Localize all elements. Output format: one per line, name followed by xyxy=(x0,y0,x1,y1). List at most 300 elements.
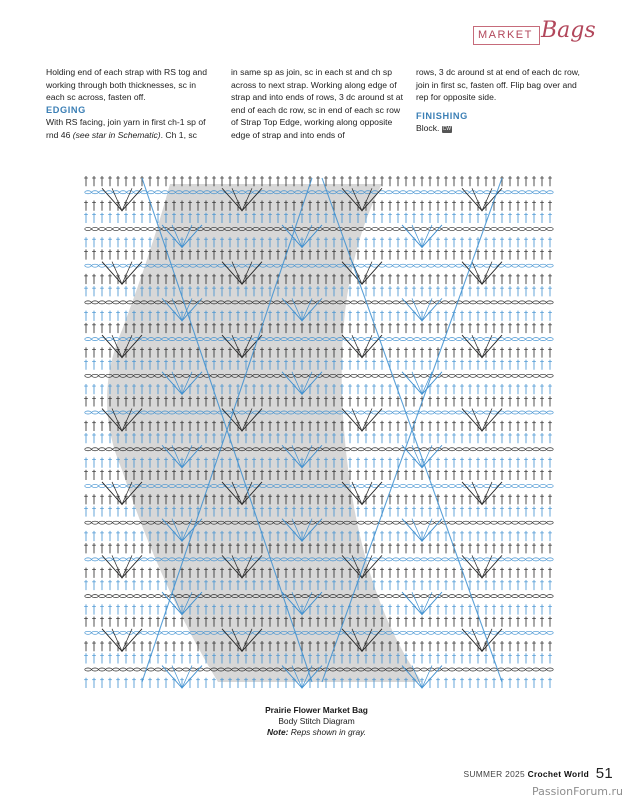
chain-stitch xyxy=(484,521,490,524)
chain-stitch xyxy=(120,521,126,524)
chain-stitch xyxy=(519,191,525,194)
fan-cluster-inner xyxy=(352,262,372,284)
chain-stitch xyxy=(533,338,539,341)
chain-stitch xyxy=(407,411,413,414)
chain-stitch xyxy=(456,668,462,671)
chain-stitch xyxy=(512,227,518,230)
chain-stitch xyxy=(92,448,98,451)
chain-stitch xyxy=(491,411,497,414)
chain-stitch xyxy=(540,227,546,230)
chain-stitch xyxy=(85,191,91,194)
chain-stitch xyxy=(407,191,413,194)
chain-stitch xyxy=(92,338,98,341)
chain-stitch xyxy=(442,668,448,671)
chain-stitch xyxy=(421,227,427,230)
chain-stitch xyxy=(358,411,364,414)
chain-stitch xyxy=(92,558,98,561)
fan-cluster xyxy=(462,629,502,651)
chain-stitch xyxy=(379,595,385,598)
chain-stitch xyxy=(379,448,385,451)
chain-stitch xyxy=(512,558,518,561)
chain-stitch xyxy=(379,374,385,377)
chain-stitch xyxy=(491,374,497,377)
chain-stitch xyxy=(526,484,532,487)
chain-stitch xyxy=(498,521,504,524)
chain-stitch xyxy=(386,374,392,377)
fan-cluster-inner xyxy=(472,262,492,284)
chain-stitch xyxy=(204,668,210,671)
chain-stitch xyxy=(470,521,476,524)
chain-stitch xyxy=(351,374,357,377)
fan-cluster xyxy=(462,555,502,577)
chain-stitch xyxy=(491,521,497,524)
chain-stitch xyxy=(85,595,91,598)
chain-stitch xyxy=(463,227,469,230)
chain-stitch xyxy=(547,301,553,304)
chain-stitch xyxy=(134,595,140,598)
chain-stitch xyxy=(106,301,112,304)
chain-stitch xyxy=(533,558,539,561)
chain-stitch xyxy=(449,301,455,304)
chain-stitch xyxy=(449,631,455,634)
chain-stitch xyxy=(113,595,119,598)
chain-stitch xyxy=(120,227,126,230)
chain-stitch xyxy=(449,264,455,267)
chain-stitch xyxy=(456,595,462,598)
issue-label: SUMMER 2025 xyxy=(463,769,525,779)
chain-stitch xyxy=(99,668,105,671)
chain-stitch xyxy=(512,264,518,267)
caption-title: Prairie Flower Market Bag xyxy=(265,705,368,715)
chain-stitch xyxy=(386,521,392,524)
section-script-title: Bags xyxy=(541,18,596,43)
chain-stitch xyxy=(106,668,112,671)
chain-stitch xyxy=(505,264,511,267)
chain-stitch xyxy=(456,631,462,634)
chain-stitch xyxy=(477,484,483,487)
fan-cluster-inner xyxy=(112,262,132,284)
chain-stitch xyxy=(428,411,434,414)
chain-stitch xyxy=(540,338,546,341)
chain-stitch xyxy=(512,374,518,377)
edging-end-paragraph: rows, 3 dc around st at end of each dc row, join in first sc, fasten off. Flip bag over and rep for opposite side. xyxy=(416,67,580,103)
chain-stitch xyxy=(120,631,126,634)
chain-stitch xyxy=(512,521,518,524)
chain-stitch xyxy=(85,668,91,671)
chain-stitch xyxy=(414,301,420,304)
chain-stitch xyxy=(491,264,497,267)
chain-stitch xyxy=(442,411,448,414)
chain-stitch xyxy=(505,374,511,377)
chain-stitch xyxy=(141,595,147,598)
chain-stitch xyxy=(155,191,161,194)
chain-stitch xyxy=(547,448,553,451)
chain-stitch xyxy=(456,521,462,524)
chain-stitch xyxy=(106,448,112,451)
chain-stitch xyxy=(498,227,504,230)
chain-stitch xyxy=(134,521,140,524)
chain-stitch xyxy=(463,301,469,304)
chain-stitch xyxy=(414,484,420,487)
chain-stitch xyxy=(393,374,399,377)
chain-stitch xyxy=(365,521,371,524)
chain-stitch xyxy=(463,521,469,524)
chain-stitch xyxy=(442,595,448,598)
chain-stitch xyxy=(400,264,406,267)
chain-stitch xyxy=(449,338,455,341)
chain-stitch xyxy=(141,227,147,230)
chain-stitch xyxy=(456,448,462,451)
chain-stitch xyxy=(85,338,91,341)
chain-stitch xyxy=(421,338,427,341)
chain-stitch xyxy=(351,448,357,451)
chain-stitch xyxy=(449,191,455,194)
chain-stitch xyxy=(449,521,455,524)
chain-stitch xyxy=(414,338,420,341)
chain-stitch xyxy=(414,264,420,267)
chain-stitch xyxy=(386,448,392,451)
chain-stitch xyxy=(526,301,532,304)
chain-stitch xyxy=(477,227,483,230)
chain-stitch xyxy=(407,338,413,341)
chain-stitch xyxy=(442,374,448,377)
end-of-pattern-badge: CW xyxy=(442,125,451,132)
chain-stitch xyxy=(540,191,546,194)
chain-stitch xyxy=(414,631,420,634)
chain-stitch xyxy=(484,374,490,377)
text-column-3 xyxy=(416,66,588,135)
chain-stitch xyxy=(85,448,91,451)
text-column-1 xyxy=(46,66,216,142)
chain-stitch xyxy=(407,264,413,267)
chain-stitch xyxy=(498,668,504,671)
chain-stitch xyxy=(421,631,427,634)
chain-stitch xyxy=(407,558,413,561)
chain-stitch xyxy=(435,264,441,267)
chain-stitch xyxy=(162,191,168,194)
fan-cluster-inner xyxy=(352,335,372,357)
chain-stitch xyxy=(442,227,448,230)
chain-stitch xyxy=(414,521,420,524)
chain-stitch xyxy=(148,631,154,634)
chain-stitch xyxy=(526,595,532,598)
chain-stitch xyxy=(155,668,161,671)
rep-band xyxy=(107,184,422,682)
chain-stitch xyxy=(477,411,483,414)
chain-stitch xyxy=(85,521,91,524)
chain-stitch xyxy=(484,595,490,598)
chain-stitch xyxy=(386,558,392,561)
chain-stitch xyxy=(148,227,154,230)
chain-stitch xyxy=(526,521,532,524)
fan-cluster-inner xyxy=(472,629,492,651)
fan-cluster-inner xyxy=(472,335,492,357)
chain-stitch xyxy=(484,558,490,561)
chain-stitch xyxy=(393,338,399,341)
magazine-name: Crochet World xyxy=(527,769,590,779)
chain-stitch xyxy=(386,301,392,304)
chain-stitch xyxy=(533,595,539,598)
chain-stitch xyxy=(533,484,539,487)
chain-stitch xyxy=(386,595,392,598)
section-header-tag xyxy=(473,18,611,48)
chain-stitch xyxy=(421,558,427,561)
chain-stitch xyxy=(540,595,546,598)
chain-stitch xyxy=(351,301,357,304)
chain-stitch xyxy=(372,301,378,304)
chain-stitch xyxy=(470,301,476,304)
chain-stitch xyxy=(540,411,546,414)
chain-stitch xyxy=(470,227,476,230)
chain-stitch xyxy=(421,264,427,267)
chain-stitch xyxy=(92,411,98,414)
chain-stitch xyxy=(547,227,553,230)
chain-stitch xyxy=(428,191,434,194)
chain-stitch xyxy=(106,521,112,524)
chain-stitch xyxy=(519,227,525,230)
chain-stitch xyxy=(547,631,553,634)
chain-stitch xyxy=(421,521,427,524)
chain-stitch xyxy=(176,631,182,634)
chain-stitch xyxy=(428,484,434,487)
chain-stitch xyxy=(155,595,161,598)
chain-stitch xyxy=(113,227,119,230)
chain-stitch xyxy=(463,448,469,451)
edging-text-end: . Ch 1, sc xyxy=(160,129,197,140)
chain-stitch xyxy=(358,301,364,304)
chain-stitch xyxy=(344,374,350,377)
chain-stitch xyxy=(393,301,399,304)
chain-stitch xyxy=(540,448,546,451)
chain-stitch xyxy=(120,484,126,487)
chain-stitch xyxy=(428,338,434,341)
chain-stitch xyxy=(484,191,490,194)
chain-stitch xyxy=(113,521,119,524)
chain-stitch xyxy=(526,668,532,671)
chain-stitch xyxy=(407,521,413,524)
chain-stitch xyxy=(85,558,91,561)
chain-stitch xyxy=(442,264,448,267)
chain-stitch xyxy=(442,191,448,194)
chain-stitch xyxy=(533,374,539,377)
chain-stitch xyxy=(519,558,525,561)
chain-stitch xyxy=(407,484,413,487)
caption-note-text: Reps shown in gray. xyxy=(290,727,366,737)
schematic-reference: (see star in Schematic) xyxy=(72,129,161,140)
fan-cluster xyxy=(102,262,142,284)
chain-stitch xyxy=(85,374,91,377)
chain-stitch xyxy=(435,631,441,634)
chain-stitch xyxy=(127,227,133,230)
chain-stitch xyxy=(120,264,126,267)
chain-stitch xyxy=(449,374,455,377)
chain-stitch xyxy=(99,301,105,304)
chain-stitch xyxy=(99,448,105,451)
fan-cluster xyxy=(342,335,382,357)
finishing-heading: FINISHING xyxy=(416,110,468,121)
chain-stitch xyxy=(547,191,553,194)
chain-stitch xyxy=(400,338,406,341)
chain-stitch xyxy=(372,521,378,524)
chain-stitch xyxy=(512,338,518,341)
chain-stitch xyxy=(393,558,399,561)
chain-stitch xyxy=(372,448,378,451)
chain-stitch xyxy=(456,484,462,487)
chain-stitch xyxy=(414,411,420,414)
chain-stitch xyxy=(393,448,399,451)
chain-stitch xyxy=(414,374,420,377)
chain-stitch xyxy=(456,411,462,414)
text-column-2 xyxy=(231,66,403,142)
chain-stitch xyxy=(540,264,546,267)
chain-stitch xyxy=(162,631,168,634)
chain-stitch xyxy=(148,558,154,561)
chain-stitch xyxy=(148,668,154,671)
chain-stitch xyxy=(477,191,483,194)
fan-cluster xyxy=(102,188,142,210)
chain-stitch xyxy=(358,338,364,341)
chain-stitch xyxy=(435,558,441,561)
chain-stitch xyxy=(442,631,448,634)
chain-stitch xyxy=(435,411,441,414)
chain-stitch xyxy=(183,668,189,671)
chain-stitch xyxy=(498,374,504,377)
chain-stitch xyxy=(365,448,371,451)
fan-cluster xyxy=(462,482,502,504)
caption-subtitle: Body Stitch Diagram xyxy=(278,716,355,726)
chain-stitch xyxy=(470,448,476,451)
section-label: MARKET xyxy=(473,26,540,45)
chain-stitch xyxy=(99,227,105,230)
chain-stitch xyxy=(407,374,413,377)
fan-cluster-inner xyxy=(472,188,492,210)
fan-cluster-inner xyxy=(352,482,372,504)
chain-stitch xyxy=(393,595,399,598)
chain-stitch xyxy=(428,558,434,561)
chain-stitch xyxy=(512,484,518,487)
chain-stitch xyxy=(99,374,105,377)
chain-stitch xyxy=(463,595,469,598)
chain-stitch xyxy=(449,595,455,598)
chain-stitch xyxy=(547,521,553,524)
chain-stitch xyxy=(449,558,455,561)
fan-cluster-inner xyxy=(352,409,372,431)
chain-stitch xyxy=(533,191,539,194)
chain-stitch xyxy=(386,227,392,230)
chain-stitch xyxy=(484,484,490,487)
chain-stitch xyxy=(470,374,476,377)
chain-stitch xyxy=(484,338,490,341)
chain-stitch xyxy=(456,264,462,267)
chain-stitch xyxy=(533,448,539,451)
chain-stitch xyxy=(505,631,511,634)
chain-stitch xyxy=(442,448,448,451)
chain-stitch xyxy=(358,448,364,451)
chain-stitch xyxy=(547,374,553,377)
chain-stitch xyxy=(519,338,525,341)
chain-stitch xyxy=(421,191,427,194)
chain-stitch xyxy=(498,595,504,598)
chain-stitch xyxy=(400,631,406,634)
chain-stitch xyxy=(92,227,98,230)
chain-stitch xyxy=(519,301,525,304)
chain-stitch xyxy=(393,484,399,487)
chain-stitch xyxy=(519,631,525,634)
edging-continued-paragraph: in same sp as join, sc in each st and ch sp across to next strap. Working along edge of strap and into ends of rows, 3 dc around st at end of each dc row, sc in end of each sc row of Strap Top Edge, working along opposite edge of strap and into ends of xyxy=(231,67,403,140)
chain-stitch xyxy=(505,338,511,341)
chain-stitch xyxy=(484,264,490,267)
chain-stitch xyxy=(491,595,497,598)
chain-stitch xyxy=(512,668,518,671)
chain-stitch xyxy=(533,301,539,304)
chain-stitch xyxy=(414,558,420,561)
chain-stitch xyxy=(547,338,553,341)
chain-stitch xyxy=(477,595,483,598)
chain-stitch xyxy=(414,668,420,671)
chain-stitch xyxy=(92,668,98,671)
chain-stitch xyxy=(526,338,532,341)
caption-note-label: Note: xyxy=(267,727,289,737)
chain-stitch xyxy=(477,374,483,377)
chain-stitch xyxy=(92,374,98,377)
chain-stitch xyxy=(407,595,413,598)
chain-stitch xyxy=(127,595,133,598)
chain-stitch xyxy=(400,191,406,194)
chain-stitch xyxy=(141,558,147,561)
chain-stitch xyxy=(421,595,427,598)
chain-stitch xyxy=(540,521,546,524)
chain-stitch xyxy=(400,484,406,487)
chain-stitch xyxy=(92,631,98,634)
chain-stitch xyxy=(505,301,511,304)
fan-cluster-inner xyxy=(112,188,132,210)
fan-cluster-inner xyxy=(472,555,492,577)
chain-stitch xyxy=(491,227,497,230)
chain-stitch xyxy=(491,558,497,561)
chain-stitch xyxy=(512,191,518,194)
chain-stitch xyxy=(456,374,462,377)
caption-note xyxy=(200,727,433,738)
chain-stitch xyxy=(106,227,112,230)
chain-stitch xyxy=(519,448,525,451)
chain-stitch xyxy=(176,668,182,671)
chain-stitch xyxy=(477,301,483,304)
finishing-text: Block. xyxy=(416,123,440,134)
chain-stitch xyxy=(120,301,126,304)
chain-stitch xyxy=(358,484,364,487)
chain-stitch xyxy=(456,227,462,230)
chain-stitch xyxy=(463,668,469,671)
body-stitch-diagram xyxy=(82,170,560,696)
chain-stitch xyxy=(92,484,98,487)
chain-stitch xyxy=(540,301,546,304)
chain-stitch xyxy=(512,631,518,634)
chain-stitch xyxy=(442,558,448,561)
chain-stitch xyxy=(540,484,546,487)
chain-stitch xyxy=(498,448,504,451)
chain-stitch xyxy=(449,668,455,671)
chain-stitch xyxy=(505,484,511,487)
chain-stitch xyxy=(491,484,497,487)
chain-stitch xyxy=(477,448,483,451)
chain-stitch xyxy=(435,484,441,487)
chain-stitch xyxy=(484,301,490,304)
fan-cluster-inner xyxy=(112,555,132,577)
chain-stitch xyxy=(519,521,525,524)
chain-stitch xyxy=(449,411,455,414)
chain-stitch xyxy=(379,301,385,304)
chain-stitch xyxy=(393,631,399,634)
